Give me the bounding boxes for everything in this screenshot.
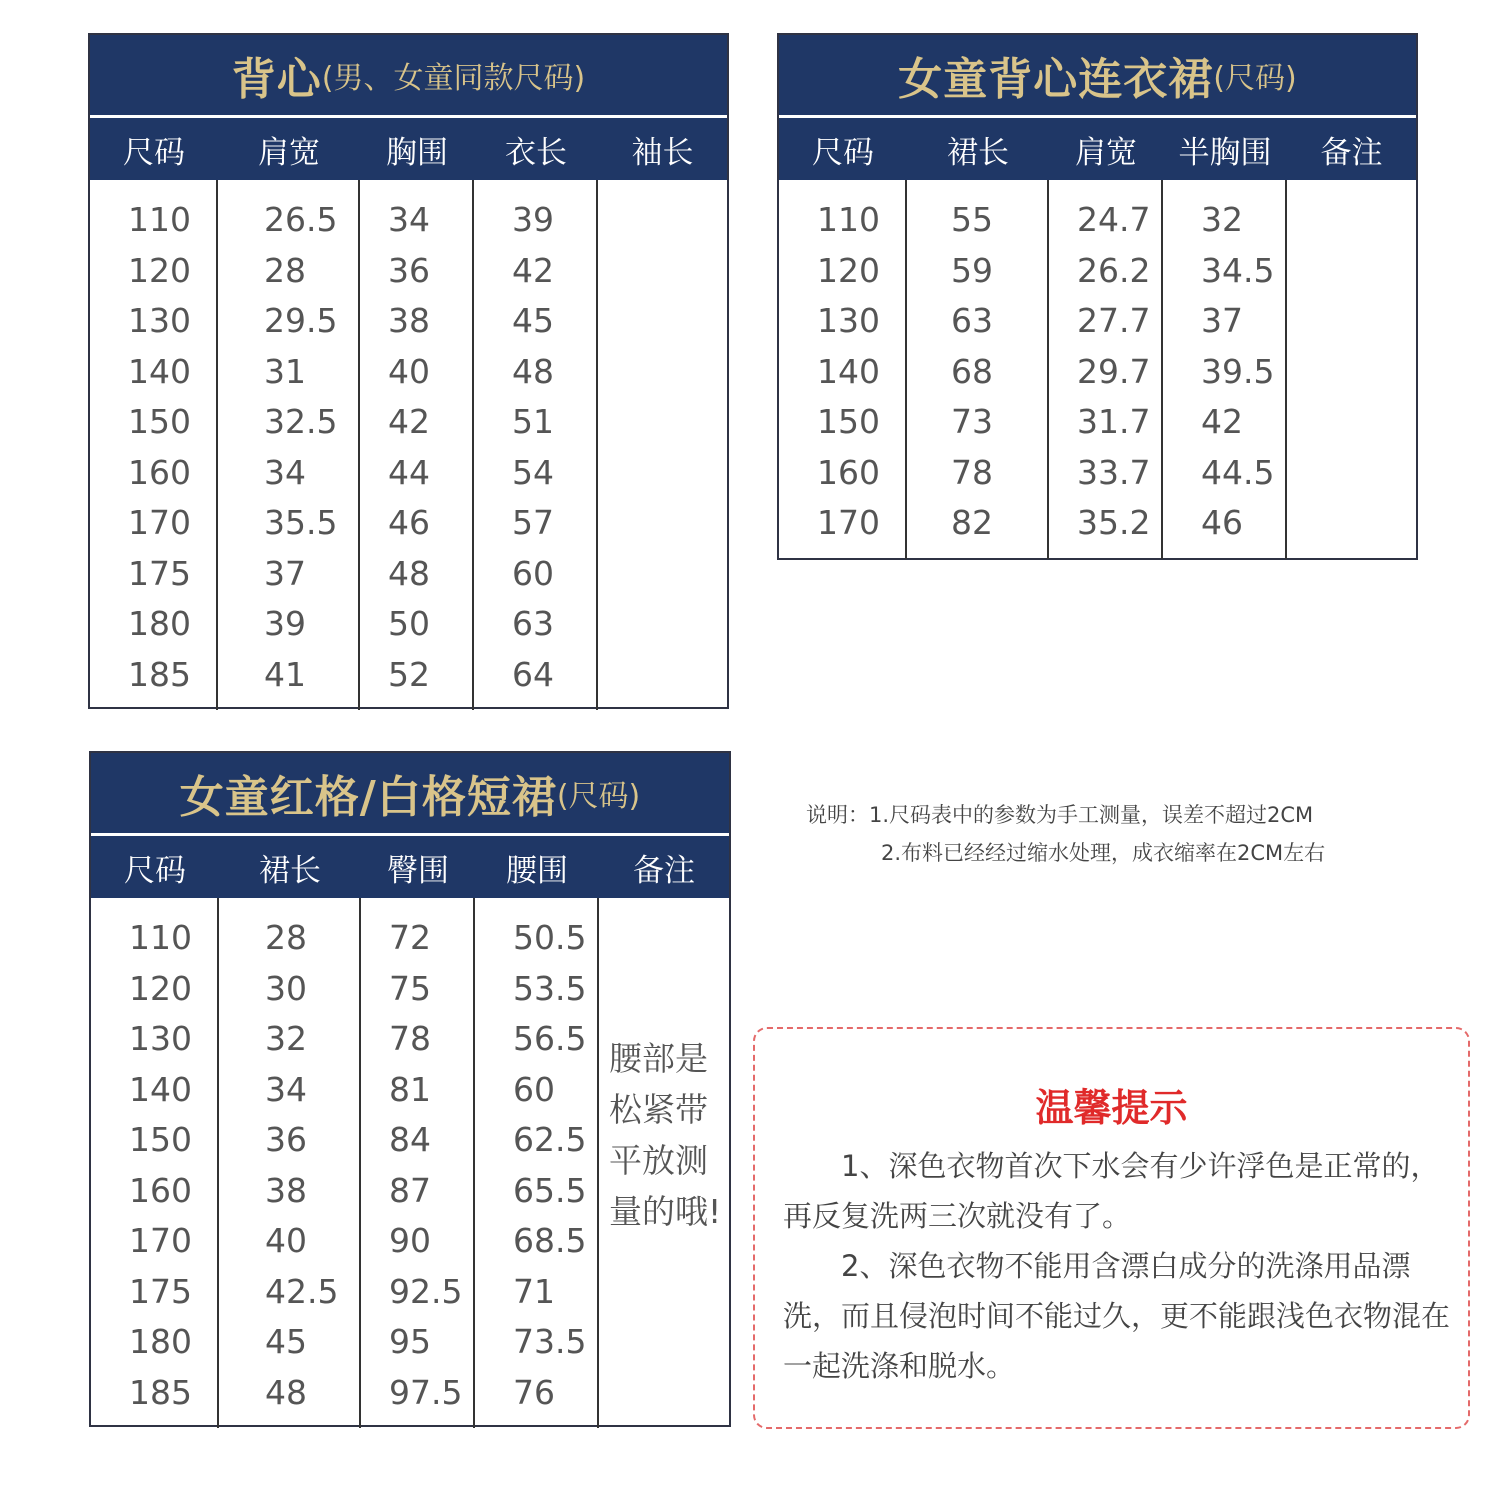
table-cell: 54 [512, 452, 554, 492]
table-cell [598, 397, 727, 448]
header-size: 尺码 [812, 134, 874, 171]
table-cell [1287, 195, 1416, 246]
table3-column-4 [599, 898, 729, 1428]
table-cell: 110 [128, 200, 191, 239]
table2-column-3 [1163, 180, 1287, 559]
table-cell: 35.5 [264, 503, 338, 542]
vest-size-table [88, 33, 729, 709]
table-cell: 150 [128, 402, 191, 441]
table-cell: 84 [389, 1120, 431, 1159]
table-cell: 48 [512, 351, 554, 391]
table-cell: 28 [265, 918, 307, 957]
header-chest: 胸围 [386, 134, 448, 171]
table-cell: 29.7 [1077, 351, 1151, 391]
header-remark: 备注 [633, 852, 695, 889]
table-cell: 40 [265, 1221, 307, 1260]
table-cell: 45 [265, 1322, 307, 1361]
table-cell: 87 [389, 1170, 431, 1210]
skirt-size-table [89, 751, 731, 1427]
table-cell: 175 [129, 1271, 192, 1311]
table-cell: 170 [129, 1221, 192, 1260]
table-cell: 59 [951, 250, 993, 290]
table-cell: 63 [512, 604, 554, 643]
table-cell: 42 [1201, 402, 1243, 441]
table-cell: 180 [129, 1322, 192, 1361]
skirt-title-main: 女童红格/白格短裙 [179, 772, 557, 823]
vest-title-main: 背心 [231, 54, 322, 105]
waist-note-line: 松紧带 [609, 1090, 708, 1129]
table-cell: 63 [951, 301, 993, 340]
table-cell: 46 [388, 503, 430, 542]
table-cell: 120 [129, 968, 192, 1008]
table-cell: 170 [817, 503, 880, 542]
table-cell: 75 [389, 968, 431, 1008]
table-cell: 73.5 [513, 1322, 587, 1361]
table-cell: 65.5 [513, 1170, 587, 1210]
table-cell: 120 [128, 250, 191, 290]
table1-column-2 [360, 180, 474, 710]
table2-column-1 [907, 180, 1049, 559]
table-cell: 34.5 [1201, 250, 1275, 290]
table-cell: 35.2 [1077, 503, 1151, 542]
table2-column-0 [779, 180, 907, 559]
table-cell [598, 498, 727, 549]
skirt-table-body [91, 898, 729, 1428]
dress-table-title [779, 35, 1416, 115]
table-cell: 36 [265, 1120, 307, 1159]
table-cell: 130 [129, 1019, 192, 1058]
table-cell: 38 [265, 1170, 307, 1210]
warm-tips-title: 温馨提示 [1035, 1086, 1188, 1130]
table-cell [598, 195, 727, 246]
header-half-chest: 半胸围 [1178, 134, 1272, 171]
table-cell: 45 [512, 301, 554, 340]
table3-column-0 [91, 898, 219, 1428]
table-cell: 140 [129, 1069, 192, 1109]
table-cell: 82 [951, 503, 993, 542]
vest-table-body [90, 180, 727, 710]
table3-column-1 [219, 898, 361, 1428]
vest-table-title [90, 35, 727, 115]
table-cell: 150 [129, 1120, 192, 1159]
table1-column-3 [474, 180, 598, 710]
table-cell: 60 [512, 553, 554, 593]
waist-note-line: 腰部是 [609, 1039, 708, 1078]
table-cell: 60 [513, 1069, 555, 1109]
dress-table-header [779, 118, 1416, 180]
waist-note [609, 1033, 729, 1237]
dress-size-table [777, 33, 1418, 560]
table-cell [598, 599, 727, 650]
table-cell: 55 [951, 200, 993, 239]
header-remark: 备注 [1320, 134, 1383, 171]
table-cell: 39.5 [1201, 351, 1275, 391]
table-cell: 180 [128, 604, 191, 643]
table-cell [1287, 498, 1416, 549]
table-cell: 42 [388, 402, 430, 441]
table-cell: 48 [265, 1372, 307, 1412]
table-cell: 29.5 [264, 301, 338, 340]
table-cell: 26.2 [1077, 250, 1151, 290]
explanation-line-2: 2.布料已经经过缩水处理，成衣缩率在2CM左右 [881, 841, 1326, 865]
table-cell: 37 [1201, 301, 1243, 340]
table-cell: 160 [129, 1170, 192, 1210]
header-shoulder: 肩宽 [258, 134, 320, 171]
table1-column-4 [598, 180, 727, 710]
table3-column-2 [361, 898, 475, 1428]
table-cell: 44.5 [1201, 452, 1275, 492]
table-cell: 50.5 [513, 918, 587, 957]
table-cell: 64 [512, 654, 554, 694]
waist-note-line: 平放测 [609, 1141, 708, 1180]
table-cell: 37 [264, 553, 306, 593]
table-cell: 68.5 [513, 1221, 587, 1260]
vest-table-header [90, 118, 727, 180]
table-cell: 27.7 [1077, 301, 1151, 340]
warm-tip-1: 1、深色衣物首次下水会有少许浮色是正常的，再反复洗两三次就没有了。 [783, 1149, 1440, 1233]
header-size: 尺码 [124, 852, 186, 889]
header-skirt-length: 裙长 [259, 852, 321, 889]
table-cell: 39 [264, 604, 306, 643]
table-cell: 50 [388, 604, 430, 643]
table-cell: 140 [817, 351, 880, 391]
table-cell [1287, 296, 1416, 347]
dress-table-body [779, 180, 1416, 559]
table-cell [598, 448, 727, 499]
table-cell: 68 [951, 351, 993, 391]
explanation-line-1: 说明：1.尺码表中的参数为手工测量，误差不超过2CM [806, 803, 1314, 827]
table-cell: 62.5 [513, 1120, 587, 1159]
table-cell [598, 549, 727, 600]
table-cell: 42 [512, 250, 554, 290]
table-cell: 28 [264, 250, 306, 290]
table-cell: 57 [512, 503, 554, 542]
header-skirt-length: 裙长 [947, 134, 1009, 171]
table-cell: 31 [264, 351, 306, 391]
table-cell: 38 [388, 301, 430, 340]
table-cell: 160 [817, 452, 880, 492]
table3-column-3 [475, 898, 599, 1428]
table-cell: 44 [388, 452, 430, 492]
table-cell [1287, 397, 1416, 448]
table-cell: 72 [389, 918, 431, 957]
table-cell: 48 [388, 553, 430, 593]
table-cell: 41 [264, 654, 306, 694]
table-cell: 40 [388, 351, 430, 391]
table-cell [598, 347, 727, 398]
vest-title-sub: (男、女童同款尺码) [321, 61, 586, 96]
table-cell: 36 [388, 250, 430, 290]
table-cell: 56.5 [513, 1019, 587, 1058]
header-waist: 腰围 [506, 852, 568, 889]
table-cell: 78 [389, 1019, 431, 1058]
skirt-title-sub: (尺码) [556, 779, 641, 814]
size-explanation [806, 796, 1325, 872]
table-cell [598, 246, 727, 297]
table-cell: 95 [389, 1322, 431, 1361]
table-cell: 185 [129, 1372, 192, 1412]
table-cell: 71 [513, 1271, 555, 1311]
table1-column-0 [90, 180, 218, 710]
table-cell: 52 [388, 654, 430, 694]
table-cell [598, 296, 727, 347]
table-cell: 42.5 [265, 1271, 339, 1311]
table-cell: 53.5 [513, 968, 587, 1008]
table-cell: 39 [512, 200, 554, 239]
table-cell [598, 650, 727, 701]
table-cell: 76 [513, 1372, 555, 1412]
table-cell: 110 [817, 200, 880, 239]
table2-column-2 [1049, 180, 1163, 559]
warm-tip-2: 2、深色衣物不能用含漂白成分的洗涤用品漂洗，而且侵泡时间不能过久，更不能跟浅色衣物混在一起洗涤和脱水。 [783, 1249, 1451, 1383]
table-cell: 24.7 [1077, 200, 1151, 239]
header-sleeve: 袖长 [631, 134, 694, 171]
dress-title-main: 女童背心连衣裙 [898, 54, 1214, 105]
table-cell: 130 [128, 301, 191, 340]
header-shoulder: 肩宽 [1075, 134, 1137, 171]
table-cell: 175 [128, 553, 191, 593]
table-cell [1287, 246, 1416, 297]
table-cell: 78 [951, 452, 993, 492]
table-cell: 97.5 [389, 1372, 463, 1412]
table-cell: 185 [128, 654, 191, 694]
table-cell: 92.5 [389, 1271, 463, 1311]
table2-column-4 [1287, 180, 1416, 559]
table-cell: 51 [512, 402, 554, 441]
warm-tips-body [783, 1141, 1453, 1391]
header-hip: 臀围 [387, 852, 449, 889]
skirt-table-header [91, 836, 729, 898]
header-length: 衣长 [505, 134, 567, 171]
table-cell: 30 [265, 968, 307, 1008]
table-cell: 32.5 [264, 402, 338, 441]
dress-title-sub: (尺码) [1213, 61, 1297, 96]
table-cell: 150 [817, 402, 880, 441]
table1-column-1 [218, 180, 360, 710]
table-cell: 32 [1201, 200, 1243, 239]
skirt-table-title [91, 753, 729, 833]
table-cell: 160 [128, 452, 191, 492]
table-cell: 34 [265, 1069, 307, 1109]
table-cell: 140 [128, 351, 191, 391]
table-cell: 32 [265, 1019, 307, 1058]
table-cell: 110 [129, 918, 192, 957]
table-cell: 34 [264, 452, 306, 492]
table-cell: 130 [817, 301, 880, 340]
table-cell: 34 [388, 200, 430, 239]
header-size: 尺码 [123, 134, 185, 171]
table-cell [1287, 448, 1416, 499]
table-cell: 33.7 [1077, 452, 1151, 492]
table-cell: 46 [1201, 503, 1243, 542]
table-cell: 31.7 [1077, 402, 1151, 441]
table-cell: 81 [389, 1069, 431, 1109]
warm-tips-box [753, 1027, 1470, 1429]
table-cell: 90 [389, 1221, 431, 1260]
table-cell: 120 [817, 250, 880, 290]
table-cell: 26.5 [264, 200, 338, 239]
table-cell [1287, 347, 1416, 398]
table-cell: 73 [951, 402, 993, 441]
waist-note-line: 量的哦! [609, 1192, 722, 1231]
table-cell: 170 [128, 503, 191, 542]
